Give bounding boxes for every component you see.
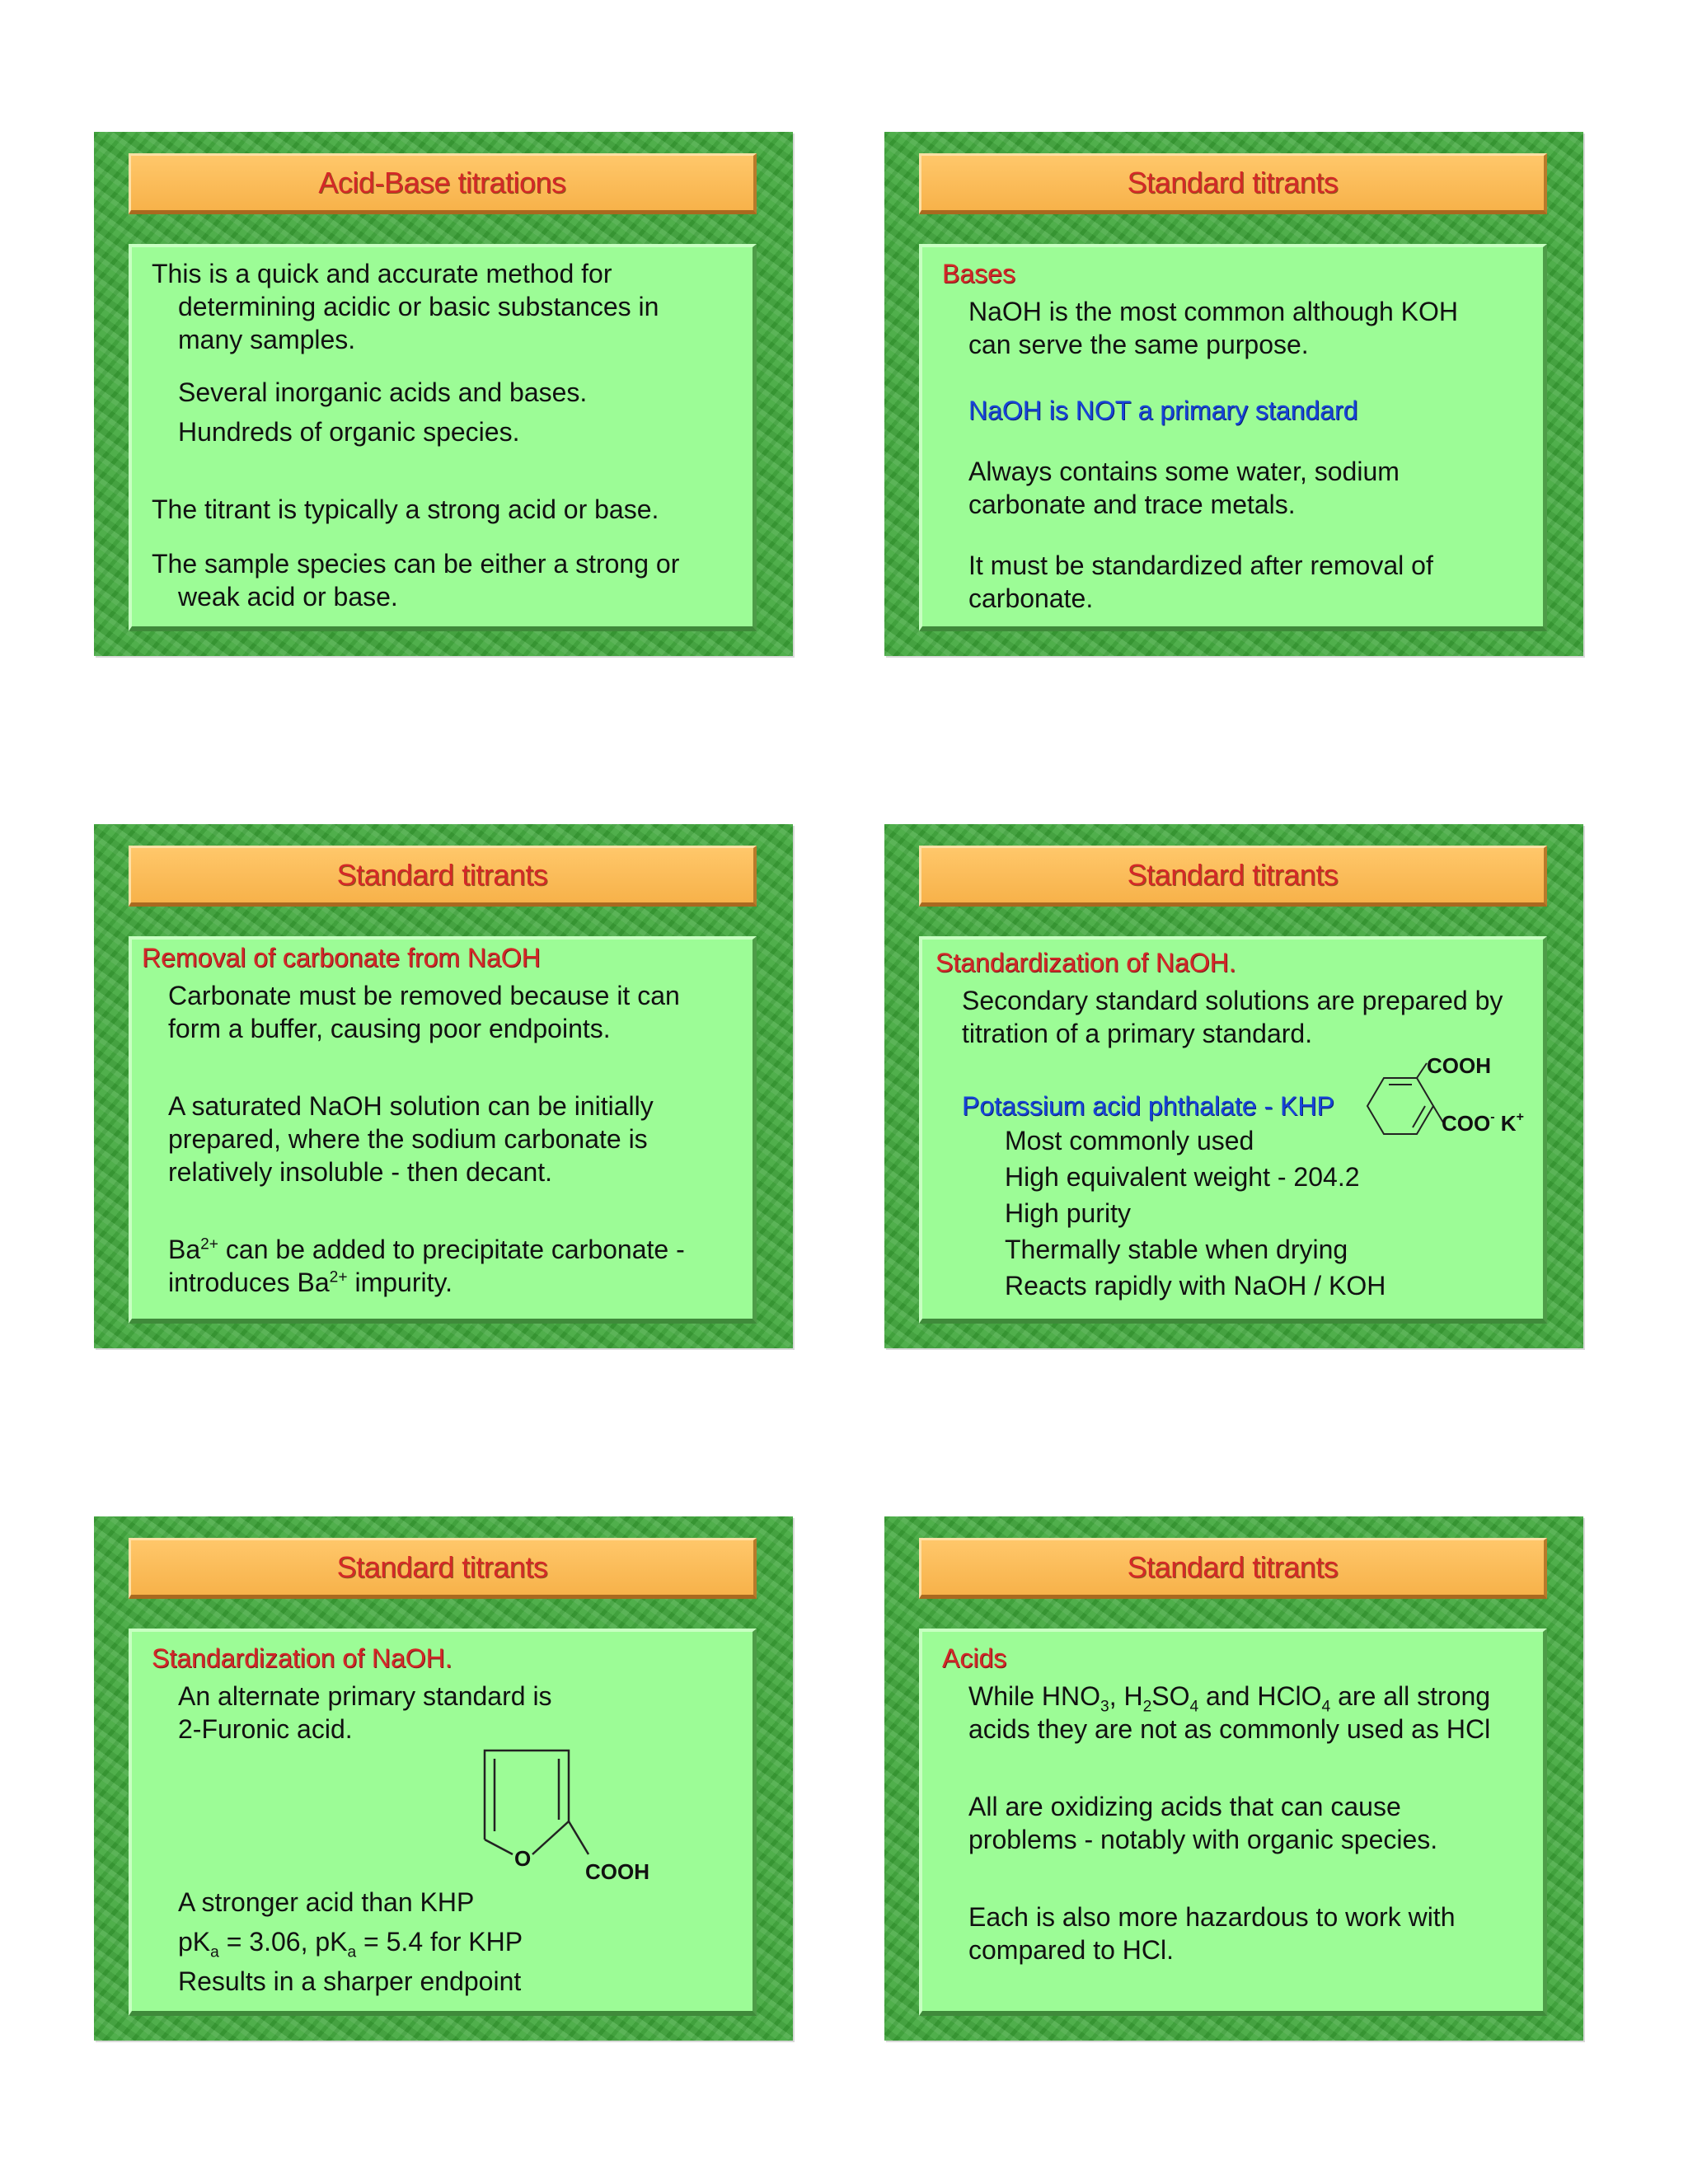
- slide-body: [919, 1629, 1547, 2016]
- text-line: Most commonly used: [1005, 1126, 1254, 1155]
- slide-2: [884, 132, 1583, 656]
- text-line: A stronger acid than KHP: [178, 1887, 475, 1917]
- text-line: many samples.: [178, 325, 356, 354]
- section-heading: Removal of carbonate from NaOH: [142, 943, 541, 972]
- highlight-text: NaOH is NOT a primary standard: [968, 396, 1358, 425]
- text-line: introduces $Ba^{2+}$ impurity.: [168, 1268, 452, 1297]
- highlight-text: Potassium acid phthalate - KHP: [962, 1091, 1334, 1121]
- slide-body: [919, 936, 1547, 1324]
- slide-title-bar: [129, 1538, 757, 1599]
- section-heading: Bases: [942, 259, 1015, 288]
- slide-6: [884, 1516, 1583, 2041]
- slide-title: Standard titrants: [336, 858, 548, 892]
- text-line: compared to HCl.: [968, 1935, 1174, 1965]
- text-line: NaOH is the most common although KOH: [968, 297, 1459, 326]
- text-line: It must be standardized after removal of: [968, 551, 1433, 580]
- section-heading: Acids: [942, 1643, 1007, 1673]
- text-line: Reacts rapidly with NaOH / KOH: [1005, 1271, 1386, 1301]
- text-line: 2-Furonic acid.: [178, 1714, 353, 1744]
- section-heading: Standardization of NaOH.: [935, 948, 1236, 977]
- text-line: Results in a sharper endpoint: [178, 1966, 522, 1996]
- slide-title: Standard titrants: [1127, 1550, 1339, 1584]
- text-line: Hundreds of organic species.: [178, 417, 520, 447]
- furonic-acid-structure-diagram: [462, 1732, 709, 1881]
- slide-title-bar: [919, 1538, 1547, 1599]
- slide-title: Standard titrants: [1127, 166, 1339, 199]
- text-line: problems - notably with organic species.: [968, 1825, 1438, 1854]
- text-line: Each is also more hazardous to work with: [968, 1902, 1456, 1932]
- mol-label-cooh: COOH: [585, 1859, 649, 1881]
- mol-label-coo-k: COO- K+: [1442, 1110, 1524, 1136]
- text-line: weak acid or base.: [178, 582, 398, 612]
- text-line: acids they are not as commonly used as HCl: [968, 1714, 1491, 1744]
- text-line: All are oxidizing acids that can cause: [968, 1792, 1401, 1821]
- slide-body: [129, 244, 757, 631]
- text-line: prepared, where the sodium carbonate is: [168, 1124, 648, 1154]
- slide-1: [94, 132, 793, 656]
- slide-title: Standard titrants: [336, 1550, 548, 1584]
- mol-label-cooh: COOH: [1427, 1057, 1491, 1078]
- text-line: High purity: [1005, 1198, 1131, 1228]
- text-line: carbonate and trace metals.: [968, 490, 1296, 519]
- text-line: A saturated NaOH solution can be initially: [168, 1091, 654, 1121]
- text-line: The titrant is typically a strong acid or base.: [152, 494, 659, 524]
- text-line: form a buffer, causing poor endpoints.: [168, 1014, 611, 1043]
- slide-body: [129, 936, 757, 1324]
- text-line: $Ba^{2+}$ can be added to precipitate carbonate -: [168, 1235, 685, 1264]
- slide-body: [129, 1629, 757, 2016]
- text-line: determining acidic or basic substances in: [178, 292, 659, 321]
- slide-5: [94, 1516, 793, 2041]
- slide-title-bar: [129, 846, 757, 907]
- text-line: $pK_a = 3.06$, $pK_a = 5.4$ for KHP: [178, 1927, 523, 1961]
- text-line: Several inorganic acids and bases.: [178, 377, 588, 407]
- text-line: titration of a primary standard.: [962, 1019, 1313, 1048]
- slide-title: Standard titrants: [1127, 858, 1339, 892]
- khp-structure-diagram: [1351, 1057, 1540, 1147]
- text-line: The sample species can be either a strong or: [152, 549, 680, 579]
- text-line: Secondary standard solutions are prepared by: [962, 986, 1503, 1015]
- mol-label-o: O: [514, 1846, 532, 1871]
- slide-3: [94, 824, 793, 1348]
- text-line: carbonate.: [968, 583, 1094, 613]
- slide-title-bar: [919, 153, 1547, 214]
- text-line: While $HNO_3$, $H_2SO_4$ and HClO$_4$ are all strong: [968, 1681, 1491, 1716]
- text-line: relatively insoluble - then decant.: [168, 1157, 553, 1187]
- text-line: Always contains some water, sodium: [968, 457, 1400, 486]
- text-line: High equivalent weight - 204.2: [1005, 1162, 1360, 1192]
- text-line: Carbonate must be removed because it can: [168, 981, 680, 1010]
- slide-title: Acid-Base titrations: [318, 166, 566, 199]
- slide-body: [919, 244, 1547, 631]
- slide-4: [884, 824, 1583, 1348]
- slide-title-bar: [919, 846, 1547, 907]
- text-line: This is a quick and accurate method for: [152, 259, 612, 288]
- text-line: An alternate primary standard is: [178, 1681, 552, 1711]
- text-line: Thermally stable when drying: [1005, 1235, 1348, 1264]
- slide-title-bar: [129, 153, 757, 214]
- text-line: can serve the same purpose.: [968, 330, 1309, 359]
- section-heading: Standardization of NaOH.: [152, 1643, 452, 1673]
